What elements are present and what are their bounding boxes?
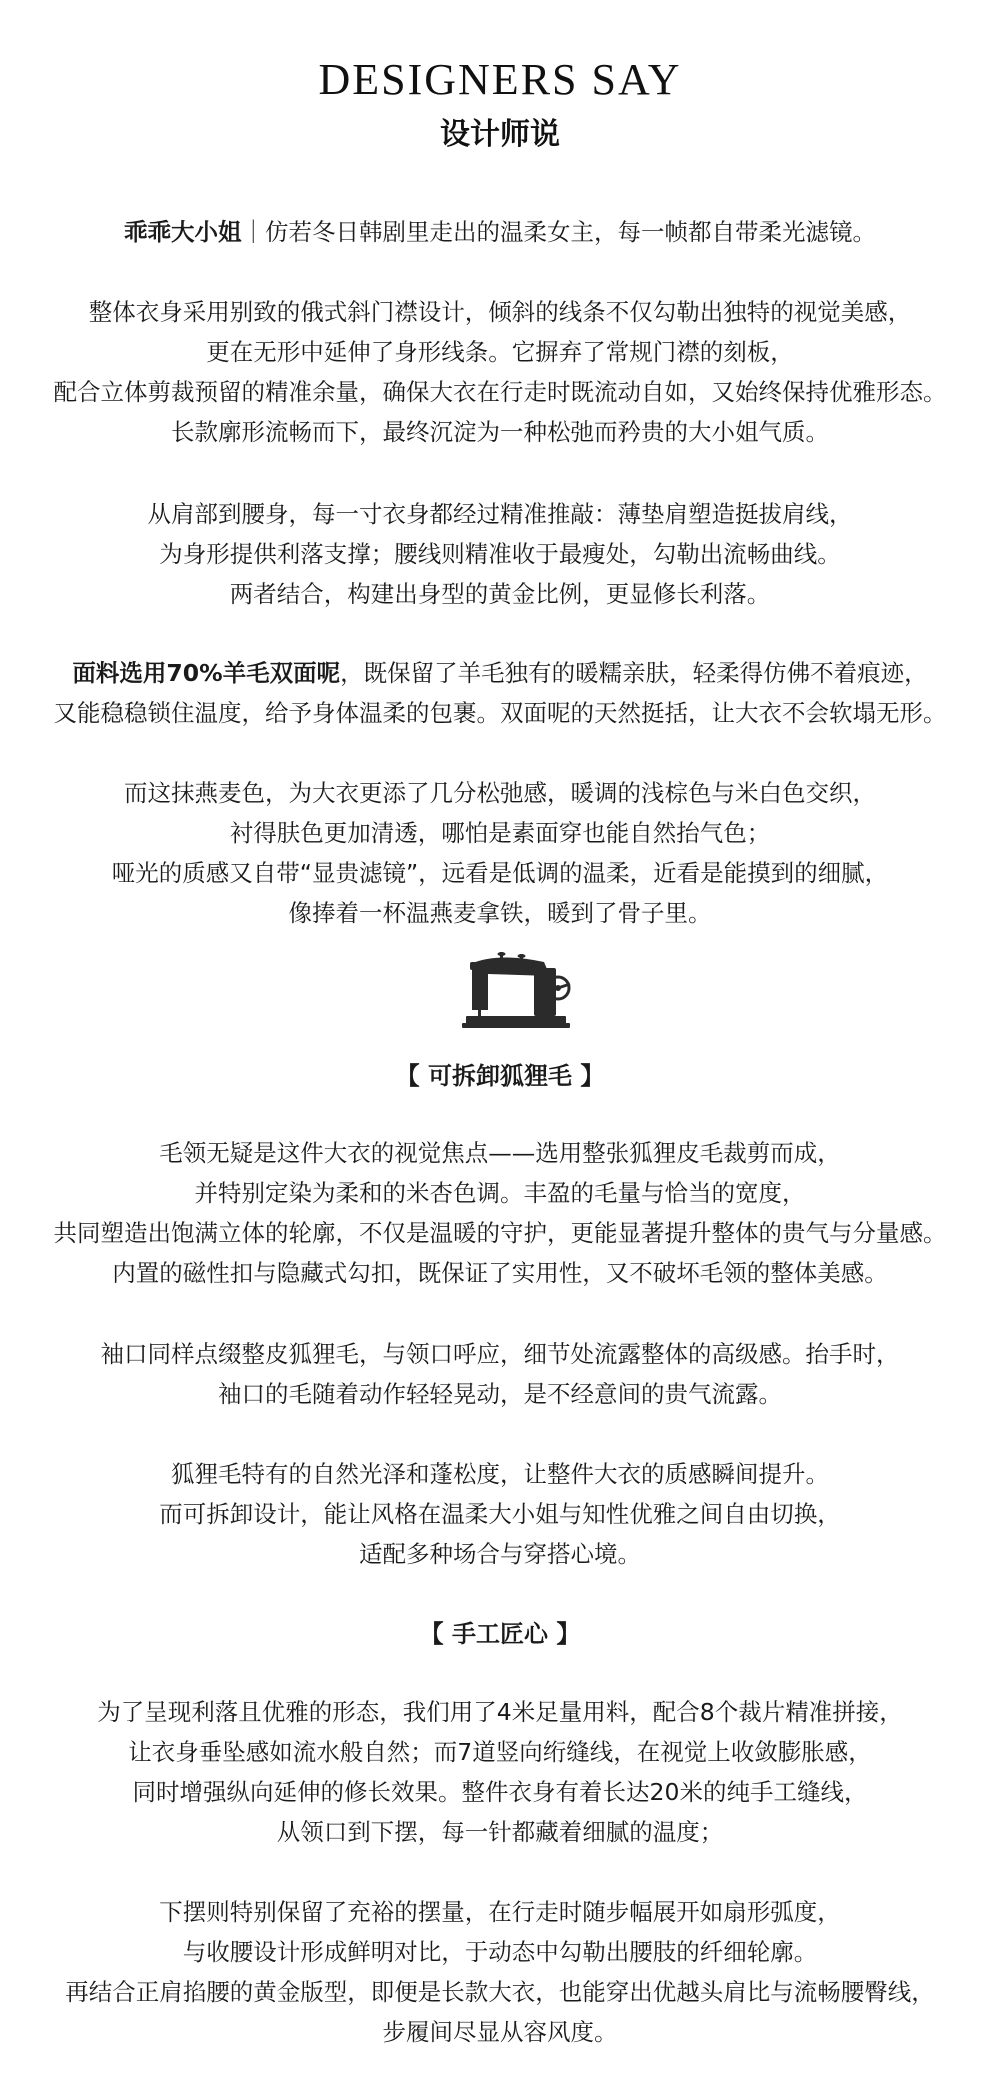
text-line: 下摆则特别保留了充裕的摆量，在行走时随步幅展开如扇形弧度，: [159, 1898, 841, 1926]
fabric-lead: 面料选用70%羊毛双面呢: [72, 659, 341, 687]
text-line: 而可拆卸设计，能让风格在温柔大小姐与知性优雅之间自由切换，: [159, 1500, 841, 1528]
text-line: 从领口到下摆，每一针都藏着细腻的温度；: [276, 1818, 724, 1846]
section-heading-craft: 【 手工匠心 】: [419, 1620, 581, 1648]
intro-paragraph: [0, 212, 1000, 252]
sewing-machine-icon: [458, 952, 574, 1030]
text-line: 从肩部到腰身，每一寸衣身都经过精准推敲：薄垫肩塑造挺拔肩线，: [147, 500, 853, 528]
section-heading-fur: 【 可拆卸狐狸毛 】: [395, 1062, 605, 1090]
text-line: 又能稳稳锁住温度，给予身体温柔的包裹。双面呢的天然挺括，让大衣不会软塌无形。: [53, 699, 947, 727]
text-line: 让衣身垂坠感如流水般自然；而7道竖向绗缝线，在视觉上收敛膨胀感，: [128, 1738, 872, 1766]
intro-lead: 乖乖大小姐: [124, 218, 242, 246]
text-line: 内置的磁性扣与隐藏式勾扣，既保证了实用性，又不破坏毛领的整体美感。: [112, 1259, 888, 1287]
text-line: 长款廓形流畅而下，最终沉淀为一种松弛而矜贵的大小姐气质。: [171, 418, 829, 446]
fur-paragraph-3: [0, 1454, 1000, 1574]
text-line: 袖口同样点缀整皮狐狸毛，与领口呼应，细节处流露整体的高级感。抬手时，: [100, 1340, 900, 1368]
text-line: 为了呈现利落且优雅的形态，我们用了4米足量用料，配合8个裁片精准拼接，: [97, 1698, 903, 1726]
text-line: 步履间尽显从容风度。: [382, 2018, 618, 2046]
fabric-paragraph: [0, 653, 1000, 733]
text-line: 同时增强纵向延伸的修长效果。整件衣身有着长达20米的纯手工缝线，: [132, 1778, 868, 1806]
text-line: 为身形提供利落支撑；腰线则精准收于最瘦处，勾勒出流畅曲线。: [159, 540, 841, 568]
text-line: 配合立体剪裁预留的精准余量，确保大衣在行走时既流动自如，又始终保持优雅形态。: [53, 378, 947, 406]
page-subtitle: 设计师说: [440, 117, 560, 152]
text-line: 与收腰设计形成鲜明对比，于动态中勾勒出腰肢的纤细轮廓。: [182, 1938, 818, 1966]
text-line: 而这抹燕麦色，为大衣更添了几分松弛感，暖调的浅棕色与米白色交织，: [124, 779, 876, 807]
craft-paragraph-2: [0, 1892, 1000, 2052]
text-line: 共同塑造出饱满立体的轮廓，不仅是温暖的守护，更能显著提升整体的贵气与分量感。: [53, 1219, 947, 1247]
text-line: 更在无形中延伸了身形线条。它摒弃了常规门襟的刻板，: [206, 338, 794, 366]
text-line: 并特别定染为柔和的米杏色调。丰盈的毛量与恰当的宽度，: [194, 1179, 806, 1207]
craft-paragraph-1: [0, 1692, 1000, 1852]
text-line: 哑光的质感又自带“显贵滤镜”，远看是低调的温柔，近看是能摸到的细腻，: [111, 859, 889, 887]
fur-paragraph-2: [0, 1334, 1000, 1414]
design-paragraph: [0, 292, 1000, 452]
text-line: 狐狸毛特有的自然光泽和蓬松度，让整件大衣的质感瞬间提升。: [171, 1460, 829, 1488]
text-line: 两者结合，构建出身型的黄金比例，更显修长利落。: [229, 580, 771, 608]
intro-text: ｜仿若冬日韩剧里走出的温柔女主，每一帧都自带柔光滤镜。: [241, 218, 876, 246]
text-line: 衬得肤色更加清透，哪怕是素面穿也能自然抬气色；: [229, 819, 771, 847]
shoulder-paragraph: [0, 494, 1000, 614]
text-line: 适配多种场合与穿搭心境。: [359, 1540, 641, 1568]
color-paragraph: [0, 773, 1000, 933]
fabric-text: ，既保留了羊毛独有的暖糯亲肤，轻柔得仿佛不着痕迹，: [340, 659, 928, 687]
fur-paragraph-1: [0, 1133, 1000, 1293]
text-line: 袖口的毛随着动作轻轻晃动，是不经意间的贵气流露。: [218, 1380, 782, 1408]
text-line: 再结合正肩掐腰的黄金版型，即便是长款大衣，也能穿出优越头肩比与流畅腰臀线，: [65, 1978, 935, 2006]
text-line: 毛领无疑是这件大衣的视觉焦点——选用整张狐狸皮毛裁剪而成，: [159, 1139, 841, 1167]
text-line: 整体衣身采用别致的俄式斜门襟设计，倾斜的线条不仅勾勒出独特的视觉美感，: [88, 298, 912, 326]
page-title: DESIGNERS SAY: [318, 55, 682, 104]
text-line: 像捧着一杯温燕麦拿铁，暖到了骨子里。: [288, 899, 712, 927]
